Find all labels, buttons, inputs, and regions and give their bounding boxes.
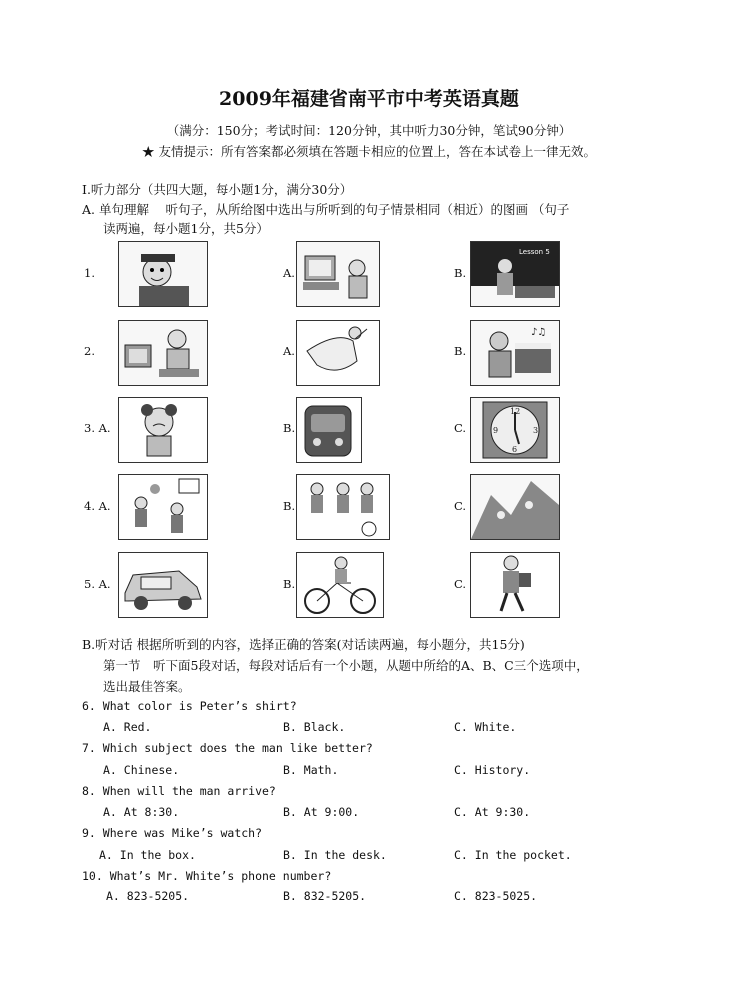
question-text: 6. What color is Peter’s shirt? [82,699,297,713]
tip-text: 友情提示：所有答案都必须填在答题卡相应的位置上，答在本试卷上一律无效。 [158,144,596,159]
car-image [118,552,208,618]
girl-piano-image [470,320,560,386]
dancer-image [296,320,380,386]
row-label: 1. [84,266,95,280]
row-label: 5. A. [84,577,111,591]
option-c: C. In the pocket. [454,848,572,862]
row-label: 3. A. [84,421,111,435]
option-label: B. [454,344,467,358]
exam-info: （满分：150分；考试时间：120分钟，其中听力30分钟，笔试90分钟） [166,123,572,138]
music-note-icon: ♪♫ [531,327,547,338]
option-b: B. Math. [283,763,339,777]
option-label: A. [283,344,295,358]
part-a-instruction-cont: 读两遍，每小题1分，共5分） [103,221,269,236]
option-a: A. At 8:30. [103,805,180,819]
section-one-instruction-cont: 选出最佳答案。 [103,679,191,694]
page-title: 2009年福建省南平市中考英语真题 [219,88,519,110]
row-label: 4. A. [84,499,111,513]
option-label: B. [283,577,296,591]
option-label: C. [454,421,467,435]
svg-text:3: 3 [533,426,539,435]
row-label: 2. [84,344,95,358]
schoolbag-image [296,397,362,463]
boy-walking-image [470,552,560,618]
option-c: C. History. [454,763,531,777]
option-label: C. [454,577,467,591]
option-c: C. White. [454,720,517,734]
option-c: C. 823-5025. [454,889,538,903]
option-label: B. [454,266,467,280]
option-a: A. 823-5205. [106,889,190,903]
option-b: B. In the desk. [283,848,387,862]
question-text: 7. Which subject does the man like better? [82,741,373,755]
option-b: B. Black. [283,720,346,734]
option-label: B. [283,499,296,513]
svg-text:6: 6 [512,445,518,454]
option-label: C. [454,499,467,513]
basketball-image [118,474,208,540]
tip-line [0,142,738,160]
climbing-image [470,474,560,540]
crying-girl-image [118,397,208,463]
policeman-image [118,241,208,307]
option-b: B. 832-5205. [283,889,367,903]
option-label: A. [283,266,295,280]
part-a-instruction: A. 单句理解 听句子，从所给图中选出与所听到的句子情景相同（相近）的图画 （句子 [82,202,570,217]
svg-text:9: 9 [493,426,499,435]
option-c: C. At 9:30. [454,805,531,819]
section-heading: I.听力部分（共四大题，每小题1分，满分30分） [82,182,353,197]
girl-tv-image [118,320,208,386]
bicycle-image [296,552,384,618]
part-b-heading: B.听对话 根据所听到的内容，选择正确的答案(对话读两遍，每小题分，共15分) [82,637,525,652]
question-text: 10. What’s Mr. White’s phone number? [82,869,332,883]
option-a: A. Red. [103,720,152,734]
question-text: 8. When will the man arrive? [82,784,276,798]
svg-text:12: 12 [510,407,521,416]
lesson-text: Lesson 5 [519,248,550,256]
clock-image [470,397,560,463]
option-a: A. Chinese. [103,763,180,777]
teacher-blackboard-image [470,241,560,307]
option-a: A. In the box. [99,848,196,862]
computer-image [296,241,380,307]
star-icon: ★ [141,144,155,159]
question-text: 9. Where was Mike’s watch? [82,826,263,840]
option-b: B. At 9:00. [283,805,360,819]
option-label: B. [283,421,296,435]
football-image [296,474,390,540]
section-one-instruction: 第一节 听下面5段对话，每段对话后有一个小题，从题中所给的A、B、C三个选项中， [103,658,589,673]
